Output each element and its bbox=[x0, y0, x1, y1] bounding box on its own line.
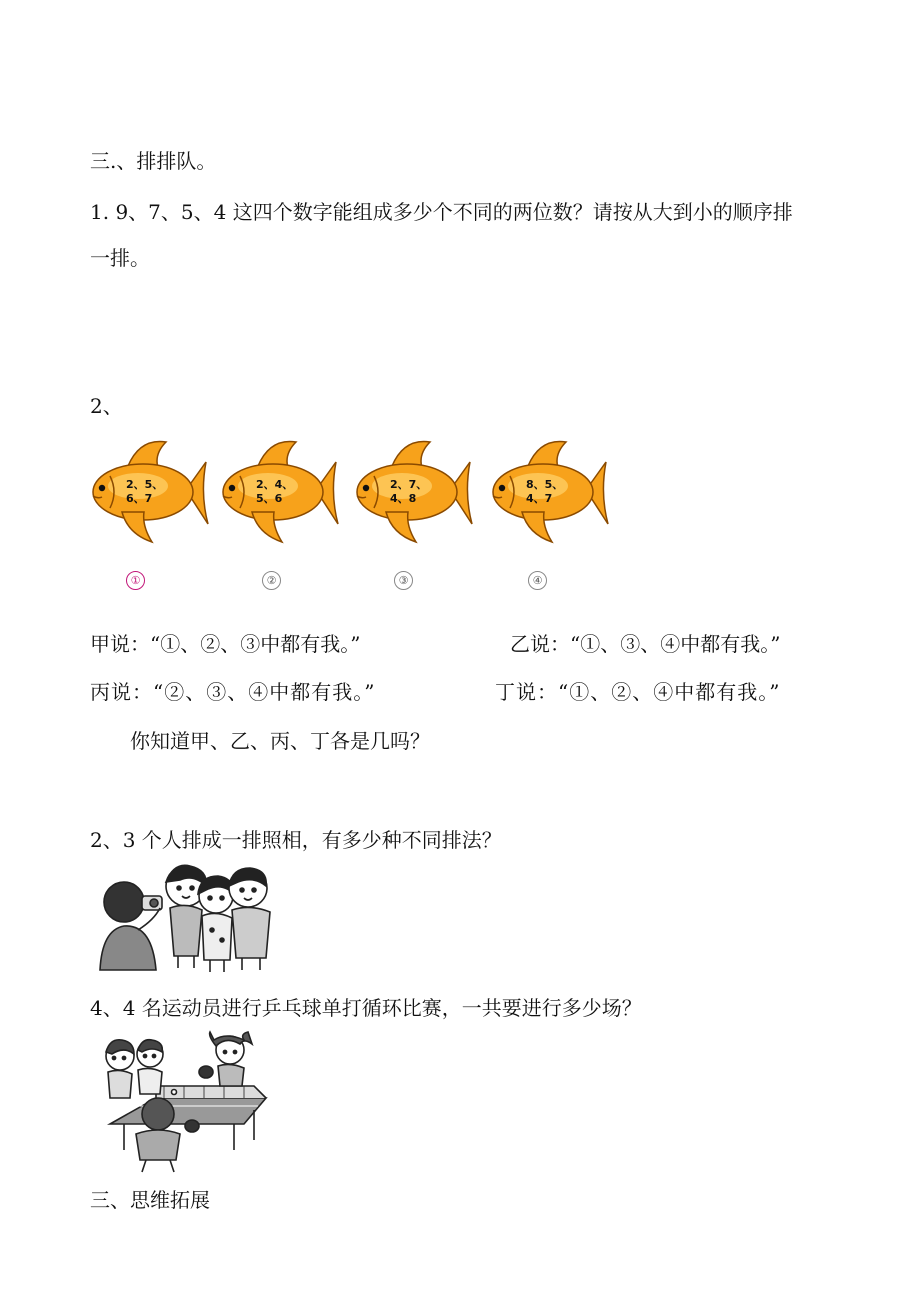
fish-label-1: ① bbox=[126, 571, 145, 590]
statement-bing: 丙说：“②、③、④中都有我。” bbox=[90, 680, 376, 704]
fish-1-numbers-row-2: 6、7 bbox=[126, 492, 153, 505]
statement-ding: 丁说：“①、②、④中都有我。” bbox=[495, 680, 781, 704]
fish-label-4: ④ bbox=[528, 571, 547, 590]
fish-2-numbers-row-2: 5、6 bbox=[256, 492, 283, 505]
pingpong-players-icon bbox=[94, 1028, 274, 1174]
question-3-text: 2、3 个人排成一排照相，有多少种不同排法？ bbox=[90, 828, 502, 852]
section-title-queue: 三.、排排队。 bbox=[90, 149, 217, 173]
fish-label-3: ③ bbox=[394, 571, 413, 590]
fish-label-2: ② bbox=[262, 571, 281, 590]
statement-yi: 乙说：“①、③、④中都有我。” bbox=[510, 632, 781, 656]
fish-card-2 bbox=[218, 438, 342, 548]
pingpong-illustration bbox=[94, 1028, 274, 1174]
fish-card-1 bbox=[88, 438, 212, 548]
statement-jia: 甲说：“①、②、③中都有我。” bbox=[90, 632, 361, 656]
fish-4-numbers-row-1: 8、5、 bbox=[526, 478, 564, 491]
photo-illustration bbox=[94, 860, 284, 974]
fish-2-numbers-row-1: 2、4、 bbox=[256, 478, 294, 491]
question-2-prompt: 你知道甲、乙、丙、丁各是几吗？ bbox=[130, 729, 430, 753]
question-4-text: 4、4 名运动员进行乒乓球单打循环比赛，一共要进行多少场？ bbox=[90, 996, 642, 1020]
fish-4-numbers-row-2: 4、7 bbox=[526, 492, 553, 505]
fish-1-numbers-row-1: 2、5、 bbox=[126, 478, 164, 491]
fish-3-numbers-row-1: 2、7、 bbox=[390, 478, 428, 491]
fish-3-numbers-row-2: 4、8 bbox=[390, 492, 417, 505]
fish-card-3 bbox=[352, 438, 476, 548]
question-2-number: 2、 bbox=[90, 394, 123, 418]
children-photo-icon bbox=[94, 860, 284, 974]
question-1-line-2: 一排。 bbox=[90, 246, 150, 270]
section-title-thinking: 三、思维拓展 bbox=[90, 1188, 210, 1212]
question-1-line-1: 1. 9、7、5、4 这四个数字能组成多少个不同的两位数？请按从大到小的顺序排 bbox=[90, 200, 793, 224]
fish-card-4 bbox=[488, 438, 612, 548]
